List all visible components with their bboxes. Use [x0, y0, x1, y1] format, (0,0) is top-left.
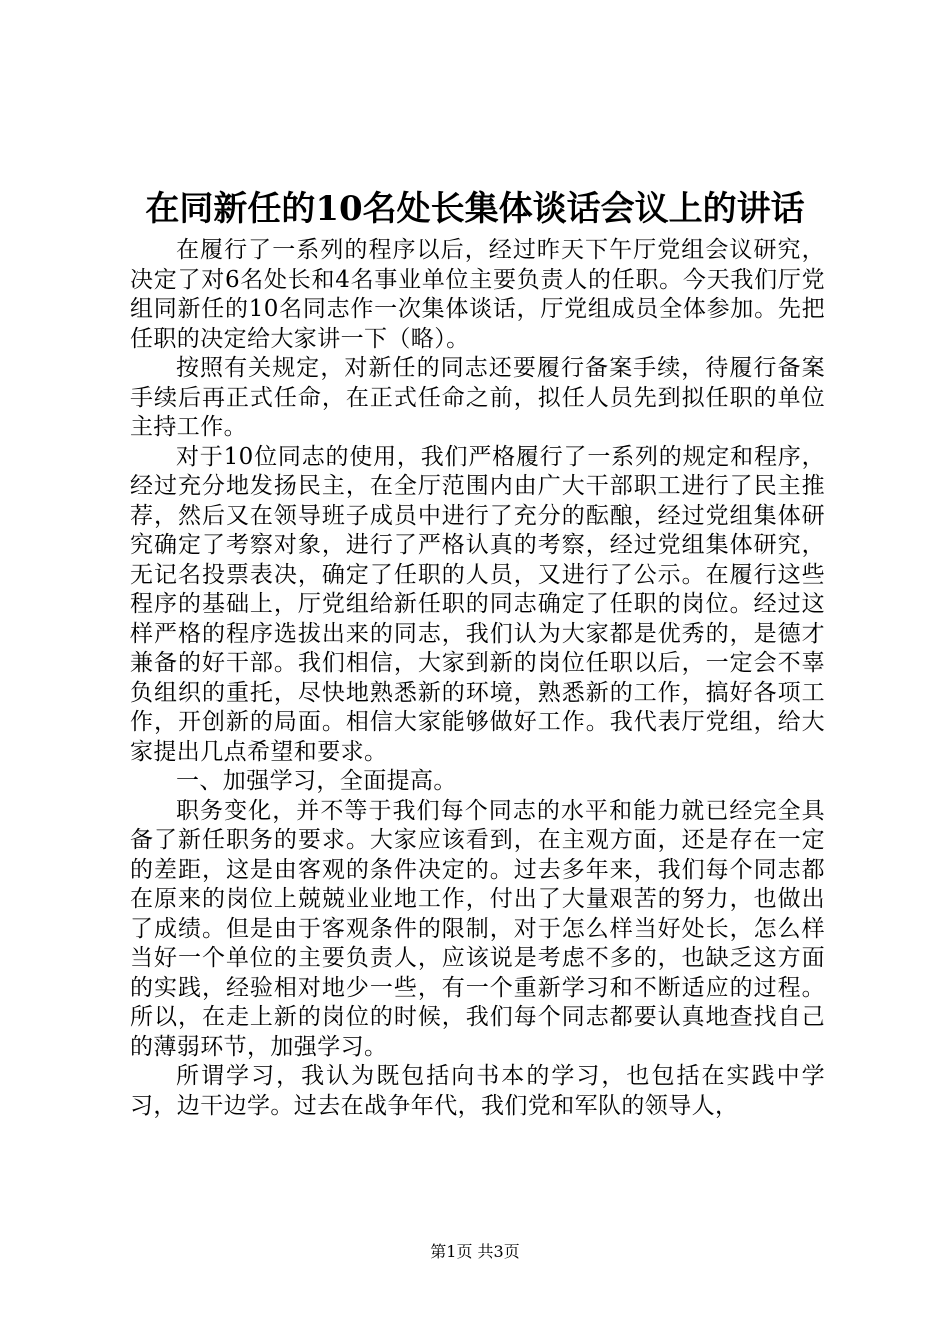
paragraph-5: 所谓学习，我认为既包括向书本的学习，也包括在实践中学习，边干边学。过去在战争年代，我们党和军队的领导人， [130, 1063, 825, 1119]
paragraph-1: 在履行了一系列的程序以后，经过昨天下午厅党组会议研究，决定了对6名处长和4名事业单位主要负责人的任职。今天我们厅党组同新任的10名同志作一次集体谈话，厅党组成员全体参加。先把任职的决定给大家讲一下（略）。 [130, 237, 825, 352]
paragraph-3: 对于10位同志的使用，我们严格履行了一系列的规定和程序，经过充分地发扬民主，在全厅范围内由广大干部职工进行了民主推荐，然后又在领导班子成员中进行了充分的酝酿，经过党组集体研究确定了考察对象，进行了严格认真的考察，经过党组集体研究，无记名投票表决，确定了任职的人员，又进行了公示。在履行这些程序的基础上，厅党组给新任职的同志确定了任职的岗位。经过这样严格的程序选拔出来的同志，我们认为大家都是优秀的，是德才兼备的好干部。我们相信，大家到新的岗位任职以后，一定会不辜负组织的重托，尽快地熟悉新的环境，熟悉新的工作，搞好各项工作，开创新的局面。相信大家能够做好工作。我代表厅党组，给大家提出几点希望和要求。 [130, 443, 825, 765]
paragraph-4: 职务变化，并不等于我们每个同志的水平和能力就已经完全具备了新任职务的要求。大家应该看到，在主观方面，还是存在一定的差距，这是由客观的条件决定的。过去多年来，我们每个同志都在原来的岗位上兢兢业业地工作，付出了大量艰苦的努力，也做出了成绩。但是由于客观条件的限制，对于怎么样当好处长，怎么样当好一个单位的主要负责人，应该说是考虑不多的，也缺乏这方面的实践，经验相对地少一些，有一个重新学习和不断适应的过程。所以，在走上新的岗位的时候，我们每个同志都要认真地查找自己的薄弱环节，加强学习。 [130, 797, 825, 1060]
section-heading-1: 一、加强学习，全面提高。 [176, 768, 457, 794]
page-footer: 第1页 共3页 [430, 1242, 520, 1261]
paragraph-2: 按照有关规定，对新任的同志还要履行备案手续，待履行备案手续后再正式任命，在正式任命之前，拟任人员先到拟任职的单位主持工作。 [130, 355, 825, 440]
document-title: 在同新任的10名处长集体谈话会议上的讲话 [145, 189, 805, 229]
document-body [130, 236, 825, 1121]
